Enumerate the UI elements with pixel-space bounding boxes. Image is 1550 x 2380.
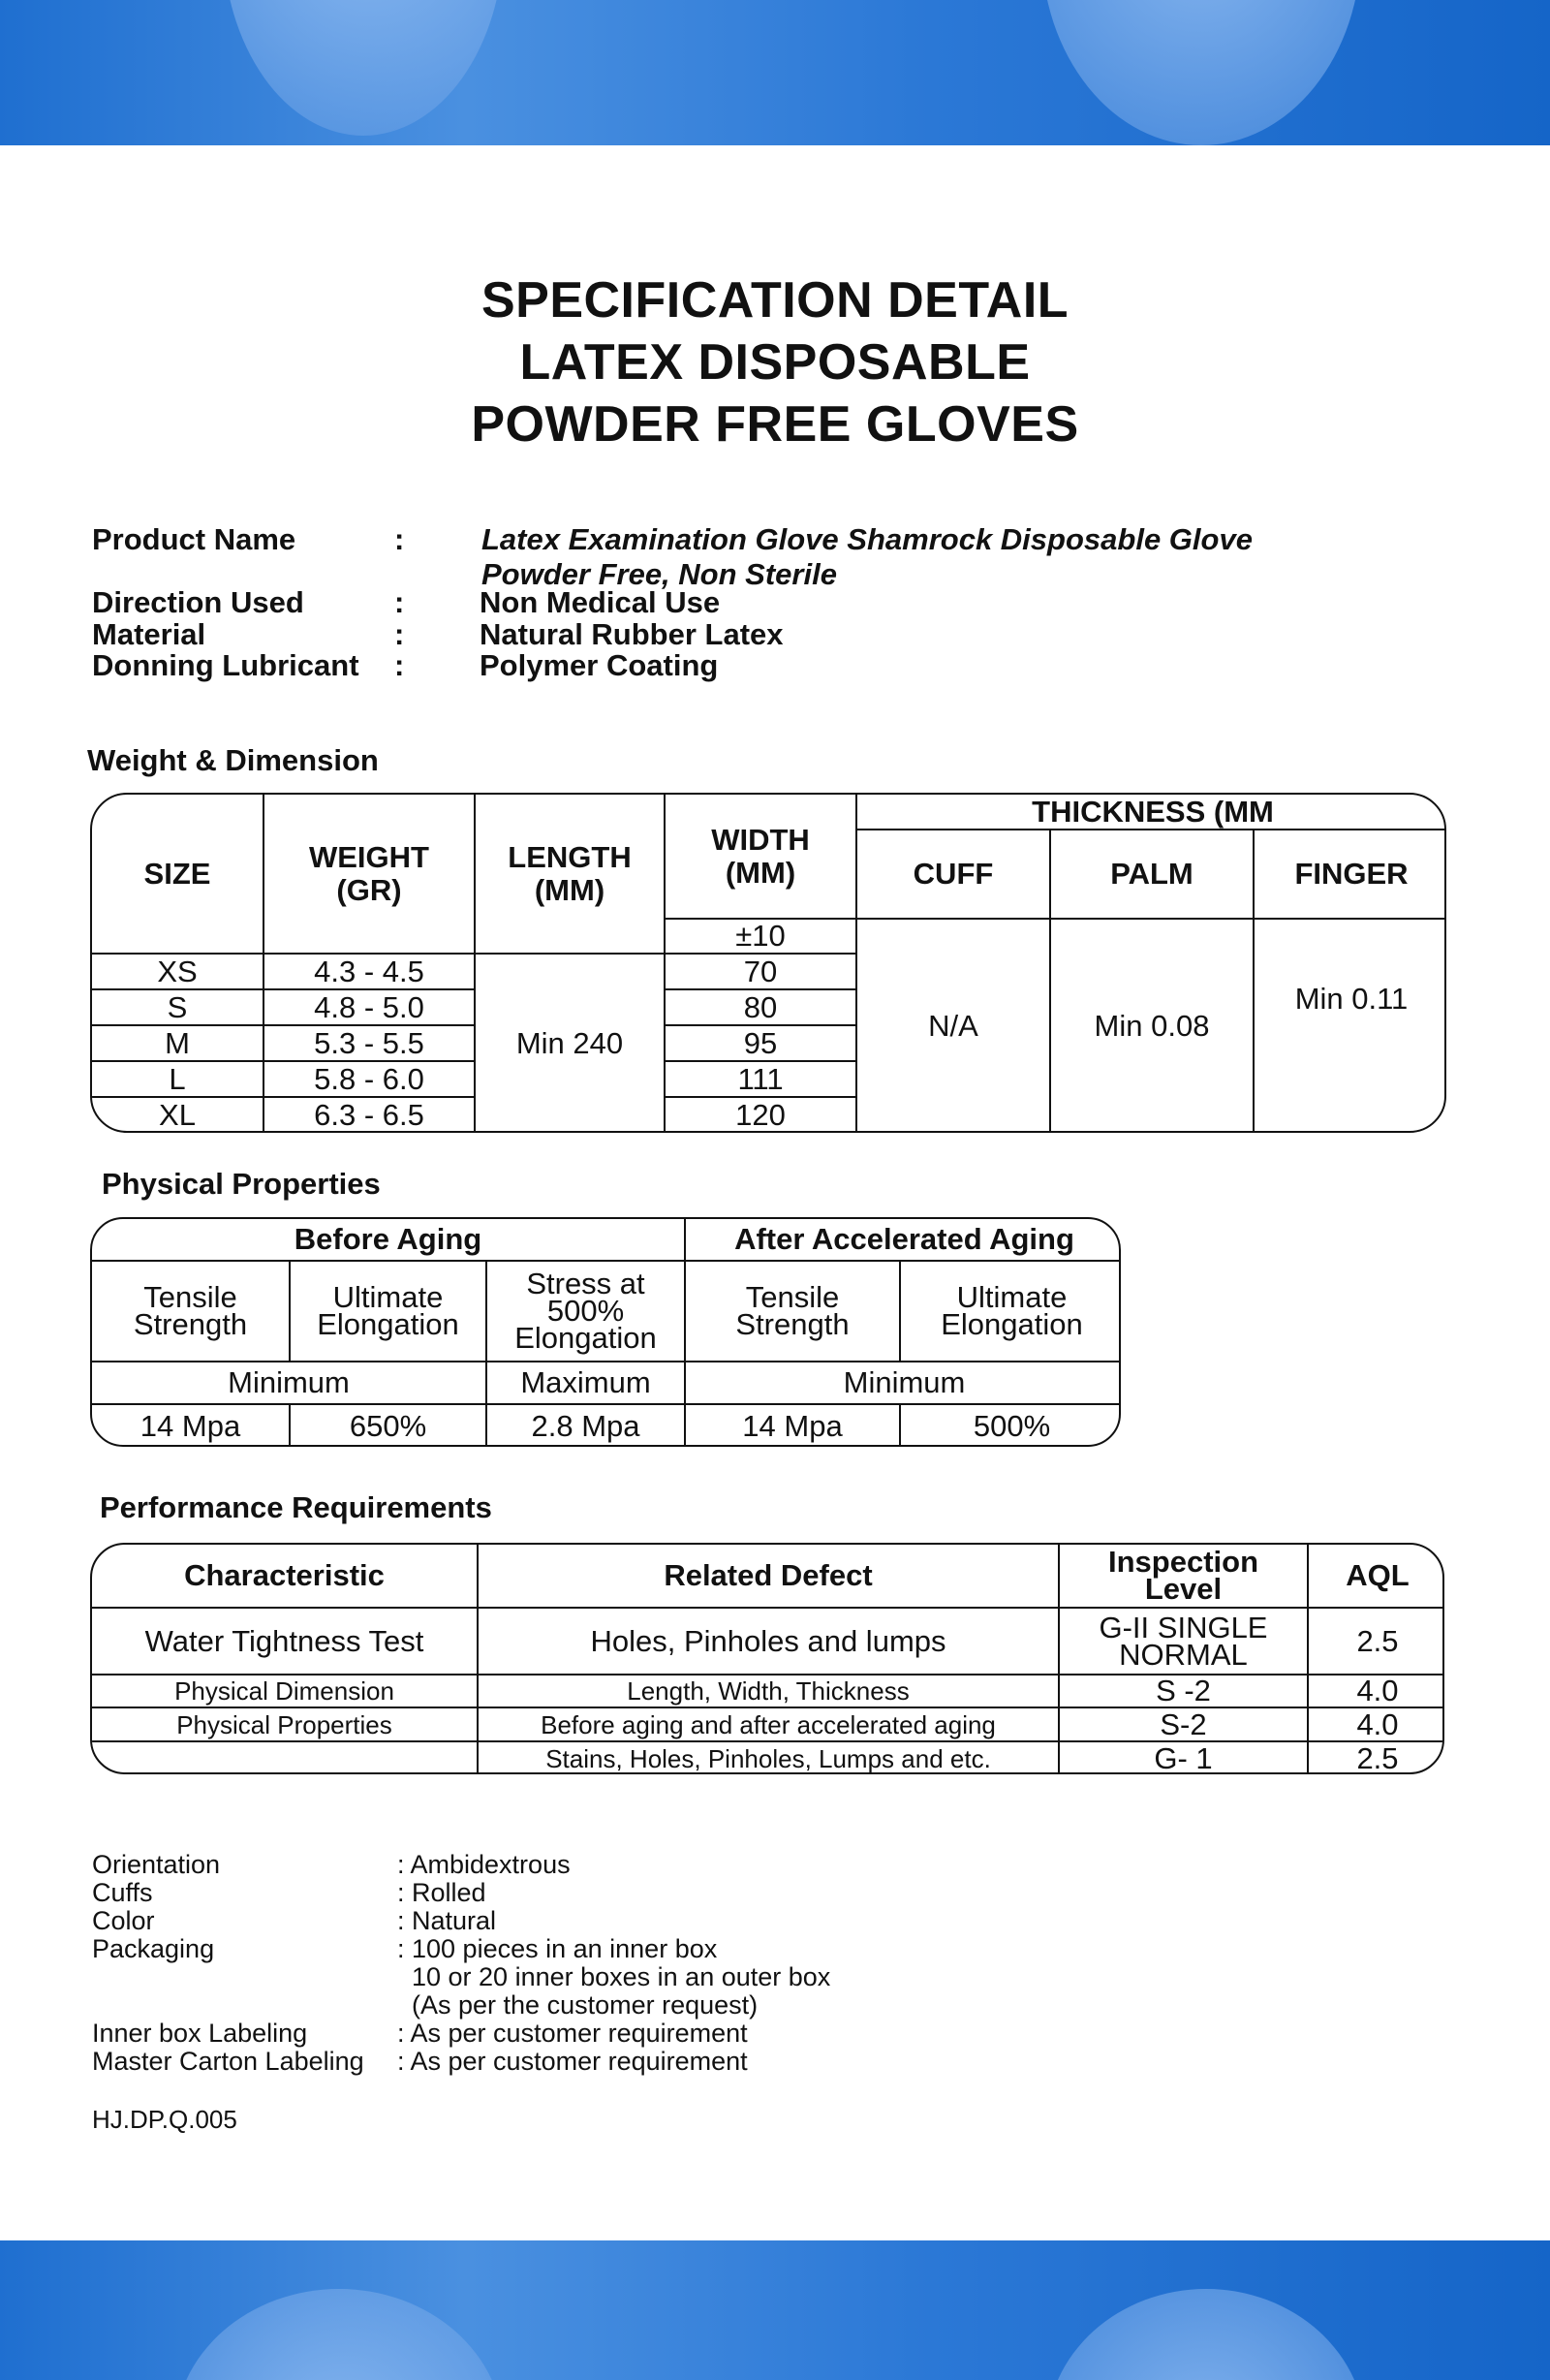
header-inspection-level: Inspection Level [1060, 1545, 1309, 1609]
colon: : [394, 585, 405, 619]
decorative-bubble [174, 2289, 504, 2380]
characteristic-cell: Physical Dimension [92, 1675, 479, 1708]
width-cell: 120 [666, 1098, 857, 1133]
title-line-3: POWDER FREE GLOVES [471, 396, 1079, 453]
header-palm: PALM [1051, 830, 1255, 920]
level-cell: G-II SINGLE NORMAL [1060, 1609, 1309, 1675]
spec-value: : As per customer requirement [397, 2019, 748, 2048]
header-ultimate-elongation-after: Ultimate Elongation [901, 1262, 1121, 1362]
performance-requirements-table [90, 1543, 1444, 1774]
header-size: SIZE [92, 795, 264, 955]
header-thickness: THICKNESS (MM [857, 795, 1446, 830]
defect-cell: Before aging and after accelerated aging [479, 1708, 1060, 1742]
defect-cell: Holes, Pinholes and lumps [479, 1609, 1060, 1675]
weight-cell: 5.8 - 6.0 [264, 1062, 476, 1098]
header-width-tolerance: ±10 [666, 920, 857, 955]
header-tensile-strength: Tensile Strength [92, 1262, 291, 1362]
size-cell: M [92, 1026, 264, 1062]
spec-value: 10 or 20 inner boxes in an outer box [397, 1962, 831, 1991]
characteristic-cell: Physical Properties [92, 1708, 479, 1742]
physical-properties-heading: Physical Properties [102, 1167, 381, 1201]
header-cuff: CUFF [857, 830, 1051, 920]
spec-value: (As per the customer request) [397, 1990, 759, 2020]
header-tensile-strength-after: Tensile Strength [686, 1262, 901, 1362]
product-name-label: Product Name [92, 522, 296, 556]
spec-label: Cuffs [92, 1878, 153, 1907]
header-band [0, 0, 1550, 145]
minimum-label: Minimum [92, 1362, 487, 1405]
spec-label: Color [92, 1906, 155, 1935]
product-name-value-1: Latex Examination Glove Shamrock Disposable Glove [481, 522, 1253, 556]
title-line-1: SPECIFICATION DETAIL [480, 272, 1070, 329]
weight-cell: 5.3 - 5.5 [264, 1026, 476, 1062]
palm-value: Min 0.08 [1051, 920, 1255, 1133]
width-cell: 70 [666, 955, 857, 990]
weight-dimension-heading: Weight & Dimension [87, 743, 379, 777]
colon: : [394, 617, 405, 651]
spec-label: Packaging [92, 1934, 215, 1963]
size-cell: XL [92, 1098, 264, 1133]
colon: : [394, 648, 405, 682]
weight-cell: 4.3 - 4.5 [264, 955, 476, 990]
aql-cell: 4.0 [1309, 1708, 1444, 1742]
weight-cell: 4.8 - 5.0 [264, 990, 476, 1026]
page-title [0, 269, 1550, 455]
defect-cell: Length, Width, Thickness [479, 1675, 1060, 1708]
spec-label: Orientation [92, 1850, 221, 1879]
title-line-2: LATEX DISPOSABLE [519, 334, 1031, 391]
direction-used-label: Direction Used [92, 585, 304, 619]
size-cell: S [92, 990, 264, 1026]
direction-used-value: Non Medical Use [480, 585, 721, 619]
value-cell: 14 Mpa [686, 1405, 901, 1447]
header-ultimate-elongation: Ultimate Elongation [291, 1262, 487, 1362]
value-cell: 500% [973, 1408, 1051, 1443]
size-cell: XS [92, 955, 264, 990]
decorative-bubble [1046, 2289, 1366, 2380]
product-info [92, 523, 1351, 688]
header-weight: WEIGHT (GR) [264, 795, 476, 955]
value-cell: 14 Mpa [92, 1405, 291, 1447]
spec-value: : Natural [397, 1906, 497, 1935]
header-before-aging: Before Aging [92, 1219, 686, 1262]
characteristic-cell: Water Tightness Test [92, 1609, 479, 1675]
product-name-value-2: Powder Free, Non Sterile [481, 557, 837, 591]
spec-value: : 100 pieces in an inner box [397, 1934, 718, 1963]
spec-value: : As per customer requirement [397, 2047, 748, 2076]
width-cell: 95 [666, 1026, 857, 1062]
weight-dimension-table [90, 793, 1446, 1133]
finger-value: Min 0.11 [1294, 982, 1409, 1016]
weight-cell: 6.3 - 6.5 [264, 1098, 476, 1133]
characteristic-cell [92, 1742, 479, 1774]
donning-lubricant-value: Polymer Coating [480, 648, 719, 682]
header-related-defect: Related Defect [479, 1545, 1060, 1609]
material-label: Material [92, 617, 206, 651]
level-cell: S -2 [1060, 1675, 1309, 1708]
level-cell: S-2 [1060, 1708, 1309, 1742]
level-cell: G- 1 [1060, 1742, 1309, 1774]
length-value: Min 240 [476, 955, 666, 1133]
header-characteristic: Characteristic [92, 1545, 479, 1609]
minimum-label-after: Minimum [686, 1362, 1121, 1405]
header-after-aging: After Accelerated Aging [686, 1219, 1121, 1262]
aql-cell: 4.0 [1309, 1675, 1444, 1708]
value-cell: 2.8 Mpa [487, 1405, 686, 1447]
aql-cell: 2.5 [1309, 1609, 1444, 1675]
spec-value: : Ambidextrous [397, 1850, 571, 1879]
width-cell: 111 [666, 1062, 857, 1098]
width-cell: 80 [666, 990, 857, 1026]
performance-requirements-heading: Performance Requirements [100, 1490, 492, 1524]
aql-cell: 2.5 [1356, 1740, 1399, 1774]
header-width: WIDTH (MM) [666, 795, 857, 920]
header-stress-elongation: Stress at 500% Elongation [487, 1262, 686, 1362]
material-value: Natural Rubber Latex [480, 617, 784, 651]
cuff-value: N/A [857, 920, 1051, 1133]
defect-cell: Stains, Holes, Pinholes, Lumps and etc. [479, 1742, 1060, 1774]
footer-band [0, 2240, 1550, 2380]
physical-properties-table [90, 1217, 1121, 1447]
donning-lubricant-label: Donning Lubricant [92, 648, 359, 682]
value-cell: 650% [291, 1405, 487, 1447]
decorative-bubble [223, 0, 504, 136]
size-cell: L [92, 1062, 264, 1098]
header-length: LENGTH (MM) [476, 795, 666, 955]
maximum-label: Maximum [487, 1362, 686, 1405]
colon: : [394, 522, 405, 556]
header-finger: FINGER [1255, 830, 1446, 920]
spec-label: Inner box Labeling [92, 2019, 308, 2048]
document-code: HJ.DP.Q.005 [92, 2105, 237, 2134]
spec-label: Master Carton Labeling [92, 2047, 364, 2076]
header-aql: AQL [1309, 1545, 1444, 1609]
spec-value: : Rolled [397, 1878, 486, 1907]
decorative-bubble [1041, 0, 1361, 145]
